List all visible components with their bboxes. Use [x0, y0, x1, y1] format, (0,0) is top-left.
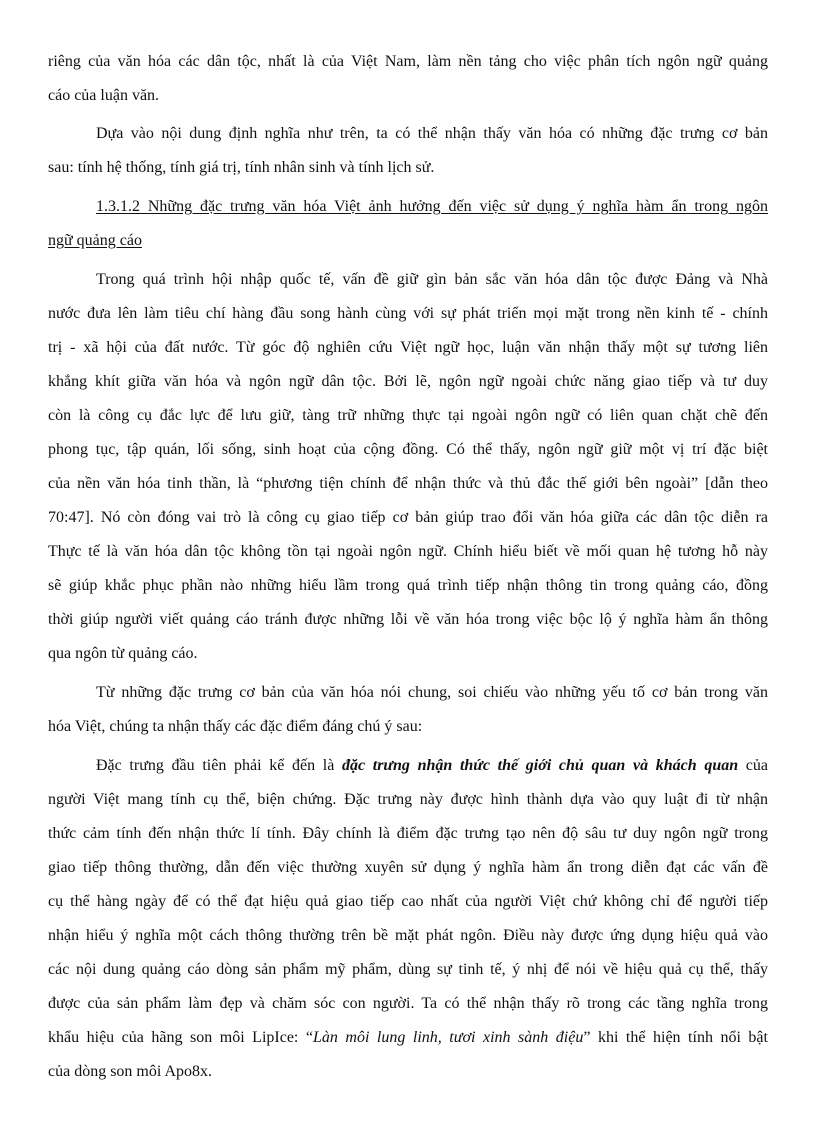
paragraph-3-line-5: còn là công cụ đắc lực để lưu giữ, tàng trữ những thực tại ngoài ngôn ngữ có liên quan chặt chẽ đến [48, 407, 768, 424]
emphasis-bold-italic: đặc trưng nhận thức thế giới chủ quan và khách quan [341, 757, 739, 774]
paragraph-5-line-5: cụ thể hàng ngày để có thể đạt hiệu quả giao tiếp cao nhất của người Việt chứ không chỉ để người tiếp [48, 893, 768, 910]
paragraph-3-line-3: trị - xã hội của đất nước. Từ góc độ nghiên cứu Việt ngữ học, luận văn nhận thấy một sự tương liên [48, 339, 768, 356]
paragraph-5-line-4: giao tiếp thông thường, dẫn đến việc thường xuyên sử dụng ý nghĩa hàm ẩn trong diễn đạt các vấn đề [48, 859, 768, 876]
paragraph-1-line-1: riêng của văn hóa các dân tộc, nhất là của Việt Nam, làm nền tảng cho việc phân tích ngôn ngữ quảng [48, 53, 768, 70]
paragraph-3-line-1: Trong quá trình hội nhập quốc tế, vấn đề giữ gìn bản sắc văn hóa dân tộc được Đảng và Nhà [96, 271, 768, 288]
paragraph-3-line-10: sẽ giúp khắc phục phần nào những hiểu lầm trong quá trình tiếp nhận thông tin trong quảng cáo, đồng [48, 577, 768, 594]
paragraph-2-line-2: sau: tính hệ thống, tính giá trị, tính nhân sinh và tính lịch sử. [48, 159, 435, 176]
paragraph-5-line-6: nhận hiểu ý nghĩa một cách thông thường trên bề mặt phát ngôn. Điều này được ứng dụng hiệu quả vào [48, 927, 768, 944]
paragraph-3-line-12: qua ngôn từ quảng cáo. [48, 645, 198, 662]
paragraph-4-line-1: Từ những đặc trưng cơ bản của văn hóa nói chung, soi chiếu vào những yếu tố cơ bản trong văn [96, 684, 768, 701]
paragraph-3-line-7: của nền văn hóa tinh thần, là “phương tiện chính để nhận thức và thủ đắc thế giới bên ngoài” [dẫn theo [48, 475, 768, 492]
paragraph-5-line-2: người Việt mang tính cụ thể, biện chứng. Đặc trưng này được hình thành dựa vào quy luật đi từ nhận [48, 791, 768, 808]
paragraph-5-line-9-tail: ” khi thể hiện tính nổi bật [583, 1029, 768, 1046]
paragraph-4-line-2: hóa Việt, chúng ta nhận thấy các đặc điểm đáng chú ý sau: [48, 718, 423, 735]
paragraph-3-line-2: nước đưa lên làm tiêu chí hàng đầu song hành cùng với sự phát triển mọi mặt trong nền kinh tế - chính [48, 305, 768, 322]
paragraph-5-line-1-tail: của [738, 757, 769, 774]
paragraph-5-line-9-text: khẩu hiệu của hãng son môi LipIce: “ [48, 1029, 313, 1046]
paragraph-5-line-9 [48, 1026, 768, 1050]
paragraph-5-line-10: của dòng son môi Apo8x. [48, 1063, 212, 1080]
paragraph-3-line-8: 70:47]. Nó còn đóng vai trò là công cụ giao tiếp cơ bản giúp trao đổi văn hóa giữa các dân tộc diễn ra [48, 509, 768, 526]
paragraph-5-line-1 [96, 754, 768, 778]
paragraph-3-line-9: Thực tế là văn hóa dân tộc không tồn tại ngoài ngôn ngữ. Chính hiểu biết về mối quan hệ tương hỗ này [48, 543, 768, 560]
section-heading-line-2: ngữ quảng cáo [48, 232, 142, 249]
section-heading-line-1: 1.3.1.2 Những đặc trưng văn hóa Việt ảnh hưởng đến việc sử dụng ý nghĩa hàm ẩn trong ngôn [96, 198, 768, 215]
paragraph-3-line-4: khắng khít giữa văn hóa và ngôn ngữ dân tộc. Bởi lẽ, ngôn ngữ ngoài chức năng giao tiếp và tư duy [48, 373, 768, 390]
paragraph-2-line-1: Dựa vào nội dung định nghĩa như trên, ta có thể nhận thấy văn hóa có những đặc trưng cơ bản [96, 125, 768, 142]
paragraph-3-line-11: thời giúp người viết quảng cáo tránh được những lỗi về văn hóa trong việc bộc lộ ý nghĩa hàm ẩn thông [48, 611, 768, 628]
paragraph-3-line-6: phong tục, tập quán, lối sống, sinh hoạt của cộng đồng. Có thể thấy, ngôn ngữ giữ một vị trí đặc biệt [48, 441, 768, 458]
paragraph-5-line-7: các nội dung quảng cáo dòng sản phẩm mỹ phẩm, dùng sự tinh tế, ý nhị để nói về hiệu quả cụ thể, thấy [48, 961, 768, 978]
paragraph-5-line-3: thức cảm tính đến nhận thức lí tính. Đây chính là điểm đặc trưng tạo nên độ sâu tư duy ngôn ngữ trong [48, 825, 768, 842]
slogan-quote-italic: Làn môi lung linh, tươi xinh sành điệu [313, 1029, 584, 1046]
paragraph-5-line-8: được của sản phẩm làm đẹp và chăm sóc con người. Ta có thể nhận thấy rõ trong các tầng nghĩa trong [48, 995, 768, 1012]
paragraph-1-line-2: cáo của luận văn. [48, 87, 160, 104]
paragraph-5-line-1-text: Đặc trưng đầu tiên phải kể đến là [96, 757, 342, 774]
